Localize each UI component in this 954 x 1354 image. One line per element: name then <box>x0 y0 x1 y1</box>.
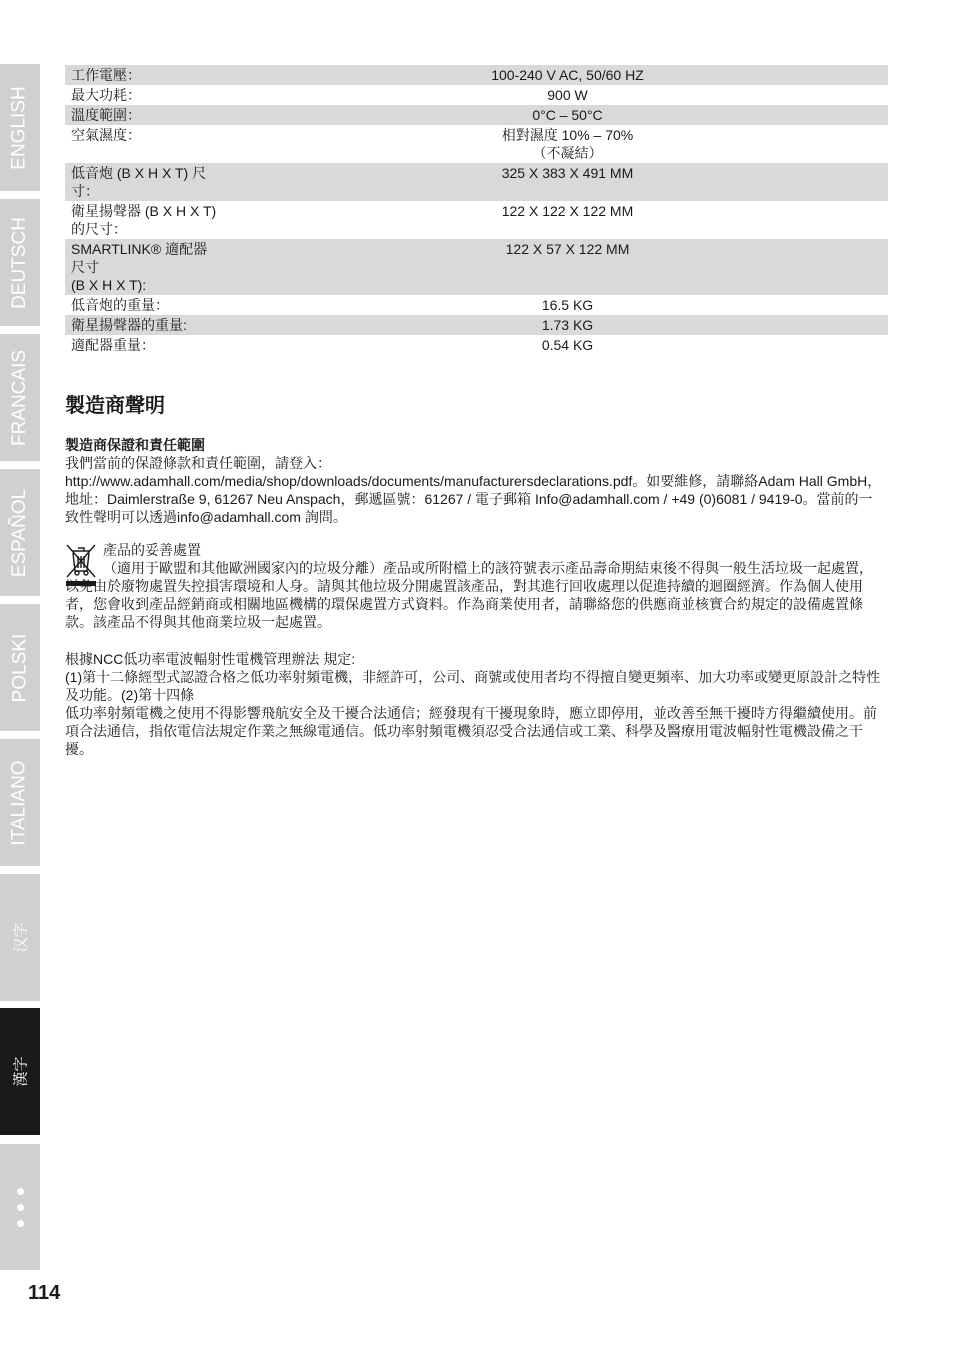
warranty-section <box>65 436 885 526</box>
tab-label: POLSKI <box>9 633 30 702</box>
disposal-section <box>65 541 885 631</box>
tab-english[interactable] <box>0 64 40 191</box>
spec-key: 衛星揚聲器的重量: <box>65 315 247 335</box>
spec-key: 低音炮的重量： <box>71 297 169 313</box>
tab-label: ITALIANO <box>9 759 31 846</box>
spec-key: 適配器重量： <box>71 337 155 353</box>
table-row <box>65 65 888 85</box>
tab-label: DEUTSCH <box>9 216 30 309</box>
spec-value: 16.5 KG <box>541 297 594 313</box>
tab-simplified-chinese[interactable] <box>0 874 40 1001</box>
tab-label: ENGLISH <box>9 85 31 170</box>
spec-key: 最大功耗： <box>71 87 141 103</box>
table-row <box>65 163 888 201</box>
tab-italiano[interactable] <box>0 739 40 866</box>
table-row <box>65 105 888 125</box>
table-row <box>65 335 888 355</box>
spec-value: 1.73 KG <box>247 315 888 335</box>
spec-value: 100-240 V AC, 50/60 HZ <box>247 65 888 85</box>
tab-label: 汉字 <box>12 922 30 953</box>
spec-key: 低音炮 (B X H X T) 尺 寸： <box>65 163 247 201</box>
spec-value: 0°C – 50°C <box>247 105 888 125</box>
table-row <box>65 295 888 315</box>
tab-more[interactable] <box>0 1144 40 1270</box>
page-number: 114 <box>28 1282 61 1304</box>
disposal-heading: 產品的妥善處置 <box>103 542 201 558</box>
tab-polski[interactable] <box>0 604 40 731</box>
spec-value: 122 X 122 X 122 MM <box>501 203 634 219</box>
tab-francais[interactable] <box>0 334 40 461</box>
warranty-text: 我們當前的保證條款和責任範圍，請登入：http://www.adamhall.com/media/shop/downloads/documents/manufacturersdeclarations.pdf。如要維修，請聯絡Adam Hall GmbH，地址：Daimlerstraße 9, 61267 Neu Anspach，郵遞區號：61267 / 電子郵箱 Info@adamhall.com / +49 (0)6081 / 9419-0。當前的一致性聲明可以透過info@adamhall.com 詢問。 <box>65 455 882 525</box>
spec-table <box>65 65 888 355</box>
spec-key: SMARTLINK® 適配器 尺寸 (B X H X T): <box>65 239 247 295</box>
spec-key: 衛星揚聲器 (B X H X T) 的尺寸： <box>71 203 217 237</box>
ncc-line: (1)第十二條經型式認證合格之低功率射頻電機，非經許可，公司、商號或使用者均不得擅自變更頻率、加大功率或變更原設計之特性及功能。(2)第十四條 <box>65 669 881 703</box>
tab-deutsch[interactable] <box>0 199 40 326</box>
warranty-heading: 製造商保證和責任範圍 <box>65 437 205 453</box>
spec-key: 溫度範圍： <box>65 105 247 125</box>
tab-label: FRANCAIS <box>9 349 31 446</box>
ncc-section <box>65 650 885 758</box>
spec-value: 122 X 57 X 122 MM <box>247 239 888 295</box>
disposal-text: （適用于歐盟和其他歐洲國家內的垃圾分離）產品或所附檔上的該符號表示產品壽命期結束後不得與一般生活垃圾一起處置，以免由於廢物處置失控損害環境和人身。請與其他垃圾分開處置該產品，對其進行回收處理以促進持續的迴圈經濟。作為個人使用者，您會收到產品經銷商或相關地區機構的環保處置方式資料。作為商業使用者，請聯絡您的供應商並核實合約規定的設備處置條款。該產品不得與其他商業垃圾一起處置。 <box>65 560 873 630</box>
table-row <box>65 315 888 335</box>
ncc-line: 根據NCC低功率電波輻射性電機管理辦法 規定: <box>65 651 356 667</box>
more-dots-icon <box>17 1188 24 1227</box>
table-row <box>65 239 888 295</box>
spec-value: 900 W <box>547 87 588 103</box>
spec-key: 工作電壓： <box>65 65 247 85</box>
spec-key: 空氣濕度： <box>71 127 141 143</box>
table-row <box>65 85 888 105</box>
section-title: 製造商聲明 <box>65 395 165 417</box>
spec-value: 0.54 KG <box>541 337 594 353</box>
tab-label: ESPAÑOL <box>9 488 31 577</box>
tab-espanol[interactable] <box>0 469 40 596</box>
tab-label: 漢字 <box>12 1056 30 1087</box>
tab-traditional-chinese[interactable] <box>0 1008 40 1135</box>
ncc-line: 低功率射頻電機之使用不得影響飛航安全及干擾合法通信；經發現有干擾現象時，應立即停用，並改善至無干擾時方得繼續使用。前項合法通信，指依電信法規定作業之無線電通信。低功率射頻電機須忍受合法通信或工業、科學及醫療用電波輻射性電機設備之干擾。 <box>65 705 877 757</box>
table-row <box>65 201 888 239</box>
table-row <box>65 125 888 163</box>
spec-value: 325 X 383 X 491 MM <box>247 163 888 201</box>
spec-value: 相對濕度 10% – 70% （不凝結） <box>501 127 634 161</box>
